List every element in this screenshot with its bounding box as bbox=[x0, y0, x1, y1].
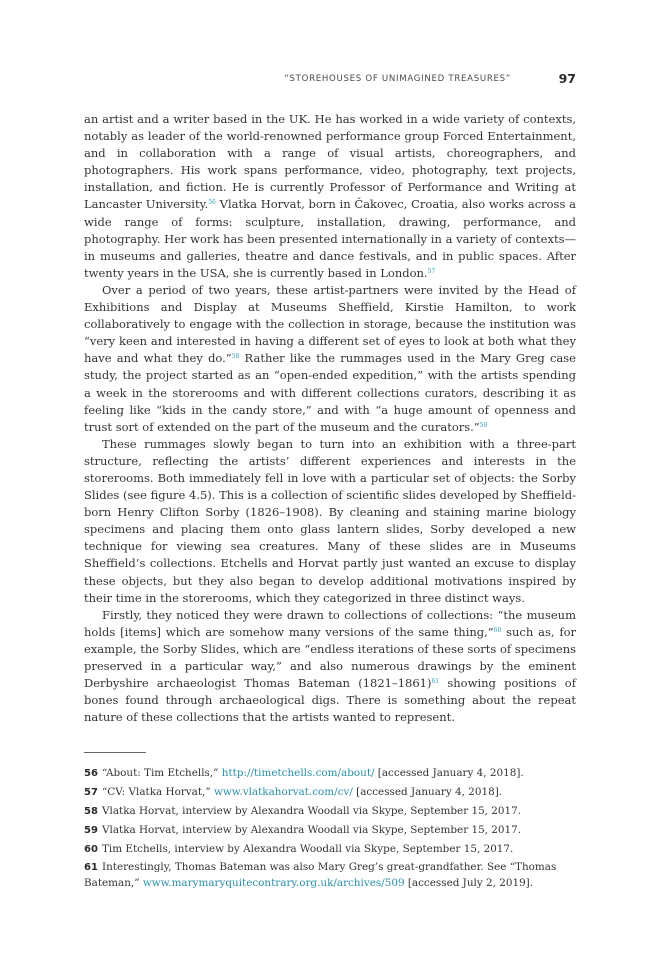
text-run: such as, for example, the Sorby Slides, which are “endless iterations of these sorts of specimens preserved in a particular way,” and also numerous drawings by the eminent Derbyshire archaeologist Thomas Bateman (1821–1861) bbox=[84, 624, 576, 691]
footnote bbox=[84, 823, 584, 838]
text-run: [accessed January 4, 2018]. bbox=[374, 767, 524, 779]
footnote-number: 57 bbox=[84, 786, 98, 798]
url-link[interactable]: http://timetchells.com/about/ bbox=[221, 767, 375, 779]
text-run: Over a period of two years, these artist-partners were invited by the Head of Exhibitions and Display at Museums Sheffield, Kirstie Hamilton, to work collaboratively to engage with the collection in storage, because the institution was “very keen and interested in having a different set of eyes to look at both what they have and what they do.” bbox=[84, 282, 576, 366]
text-run: “CV: Vlatka Horvat,” bbox=[102, 785, 214, 798]
text-run: Vlatka Horvat, interview by Alexandra Woodall via Skype, September 15, 2017. bbox=[102, 804, 522, 817]
text-run: [accessed January 4, 2018]. bbox=[352, 785, 503, 798]
text-run: “About: Tim Etchells,” bbox=[102, 767, 222, 779]
footnote-ref[interactable]: 59 bbox=[479, 421, 488, 429]
footnote bbox=[84, 766, 584, 781]
footnote-ref[interactable]: 58 bbox=[231, 353, 240, 361]
page-number: 97 bbox=[558, 71, 576, 86]
footnotes bbox=[84, 766, 584, 895]
running-title: “STOREHOUSES OF UNIMAGINED TREASURES” bbox=[284, 74, 511, 84]
footnote-divider bbox=[84, 752, 146, 753]
text-run: These rummages slowly began to turn into an exhibition with a three-part structure, reflecting the artists’ different experiences and interests in the storerooms. Both immediately fell in love with a particular set of objects: the Sorby Slides (see figure 4.5). This is a collection of scientific slides developed by Sheffield-born Henry Clifton Sorby (1826–1908). By cleaning and staining marine biology specimens and placing them onto glass lantern slides, Sorby developed a new technique for viewing sea creatures. Many of these slides are in Museums Sheffield’s collections. Etchells and Horvat partly just wanted an excuse to display these objects, but they also began to develop additional motivations inspired by their time in the storerooms, which they categorized in three distinct ways. bbox=[84, 436, 576, 605]
footnote bbox=[84, 842, 584, 857]
text-run: Vlatka Horvat, interview by Alexandra Woodall via Skype, September 15, 2017. bbox=[102, 823, 522, 836]
footnote bbox=[84, 804, 584, 819]
footnote bbox=[84, 860, 584, 891]
footnote bbox=[84, 785, 584, 800]
text-run: Rather like the rummages used in the Mary Greg case study, the project started as an “open-ended expedition,” with the artists spending a week in the storerooms and with different collections curators, describing it as feeling like “kids in the candy store,” and with “a huge amount of openness and trust sort of extended on the part of the museum and the curators.” bbox=[84, 351, 576, 434]
text-run: Vlatka Horvat, born in Čakovec, Croatia, also works across a wide range of forms: sculpture, installation, drawing, performance, and photography. Her work has been presented internationally in a variety of contexts—in museums and galleries, theatre and dance festivals, and in public spaces. After twenty years in the USA, she is currently based in London. bbox=[84, 197, 576, 280]
body-text bbox=[84, 111, 576, 726]
footnote-ref[interactable]: 61 bbox=[431, 678, 440, 686]
text-run: an artist and a writer based in the UK. He has worked in a wide variety of contexts, notably as leader of the world-renowned performance group Forced Entertainment, and in collaboration with a range of visual artists, choreographers, and photographers. His work spans performance, video, photography, text projects, installation, and fiction. He is currently Professor of Performance and Writing at Lancaster University. bbox=[84, 112, 576, 212]
footnote-number: 60 bbox=[84, 843, 98, 855]
url-link[interactable]: www.marymaryquitecontrary.org.uk/archives/509 bbox=[142, 876, 405, 889]
footnote-number: 58 bbox=[84, 805, 98, 817]
running-header bbox=[84, 72, 576, 90]
footnote-number: 59 bbox=[84, 824, 98, 836]
paragraph bbox=[84, 282, 576, 436]
text-run: [accessed July 2, 2019]. bbox=[404, 876, 534, 889]
text-run: showing positions of bones found through archaeological digs. There is something about the repeat nature of these collections that the artists wanted to represent. bbox=[84, 676, 576, 725]
text-run: Interestingly, Thomas Bateman was also Mary Greg’s great-grandfather. See “Thomas Bateman,” bbox=[84, 861, 557, 889]
text-run: Firstly, they noticed they were drawn to collections of collections: “the museum holds [items] which are somehow many versions of the same thing,” bbox=[84, 607, 576, 639]
footnote-ref[interactable]: 57 bbox=[427, 267, 436, 275]
url-link[interactable]: www.vlatkahorvat.com/cv/ bbox=[213, 785, 353, 798]
text-run: Tim Etchells, interview by Alexandra Woodall via Skype, September 15, 2017. bbox=[102, 842, 514, 855]
paragraph bbox=[84, 436, 576, 607]
paragraph bbox=[84, 607, 576, 727]
paragraph bbox=[84, 111, 576, 282]
footnote-ref[interactable]: 60 bbox=[493, 626, 502, 634]
footnote-number: 61 bbox=[84, 862, 98, 874]
footnote-ref[interactable]: 56 bbox=[208, 199, 216, 207]
footnote-number: 56 bbox=[84, 768, 98, 779]
